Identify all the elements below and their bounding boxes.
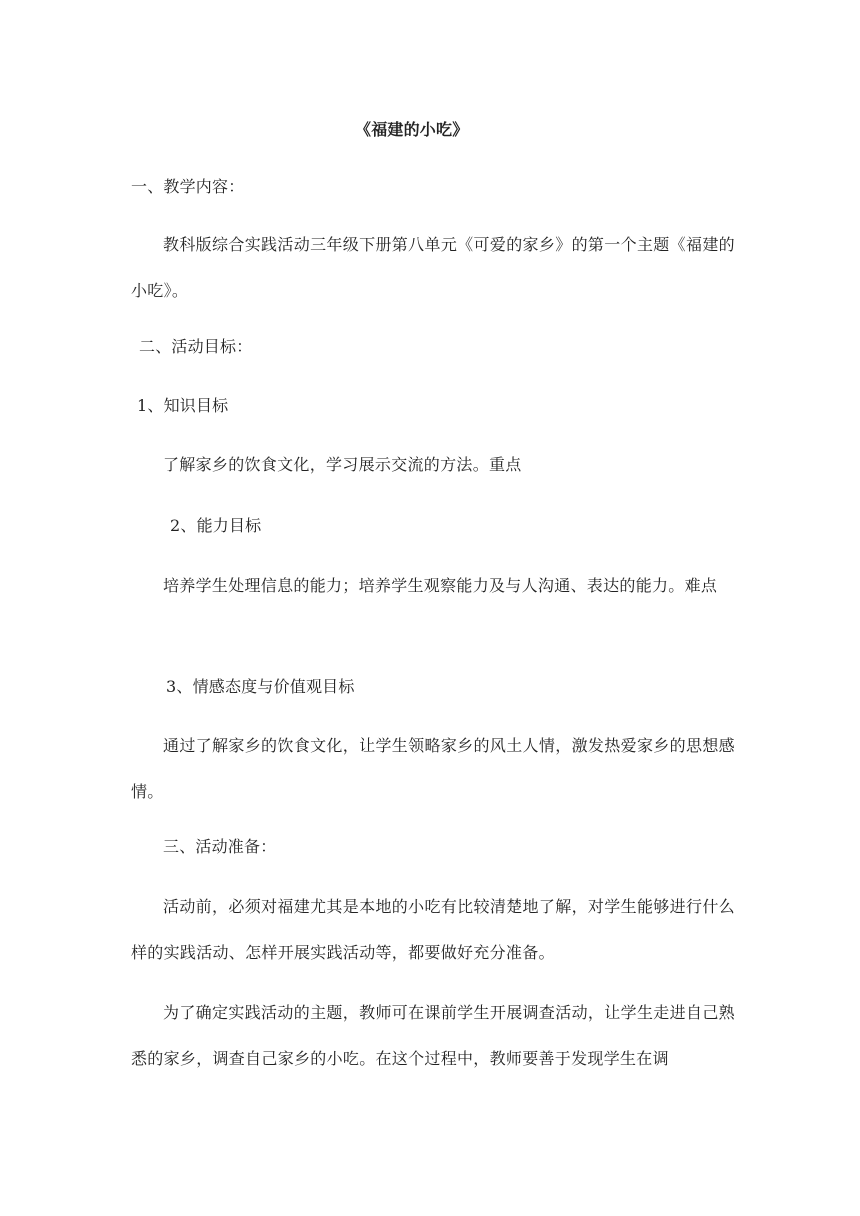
subheading-ability-goal: 2、能力目标 xyxy=(170,516,262,535)
subheading-emotion-goal: 3、情感态度与价值观目标 xyxy=(166,677,355,696)
paragraph-teaching-content: 教科版综合实践活动三年级下册第八单元《可爱的家乡》的第一个主题《福建的小吃》。 xyxy=(131,235,735,300)
section-heading-activity-prep: 三、活动准备： xyxy=(163,837,277,856)
subheading-knowledge-goal: 1、知识目标 xyxy=(137,396,229,415)
paragraph-knowledge-goal: 了解家乡的饮食文化，学习展示交流的方法。重点 xyxy=(163,455,522,474)
paragraph-activity-prep-2: 为了确定实践活动的主题，教师可在课前学生开展调查活动，让学生走进自己熟悉的家乡，调查自己家乡的小吃。在这个过程中，教师要善于发现学生在调 xyxy=(131,1003,735,1068)
section-heading-teaching-content: 一、教学内容： xyxy=(131,177,245,196)
paragraph-activity-prep-1: 活动前，必须对福建尤其是本地的小吃有比较清楚地了解，对学生能够进行什么样的实践活动、怎样开展实践活动等，都要做好充分准备。 xyxy=(131,897,735,962)
section-heading-activity-goals: 二、活动目标： xyxy=(139,337,253,356)
paragraph-ability-goal: 培养学生处理信息的能力；培养学生观察能力及与人沟通、表达的能力。难点 xyxy=(163,576,718,595)
paragraph-emotion-goal: 通过了解家乡的饮食文化，让学生领略家乡的风土人情，激发热爱家乡的思想感情。 xyxy=(131,736,735,801)
document-title: 《福建的小吃》 xyxy=(355,120,469,139)
